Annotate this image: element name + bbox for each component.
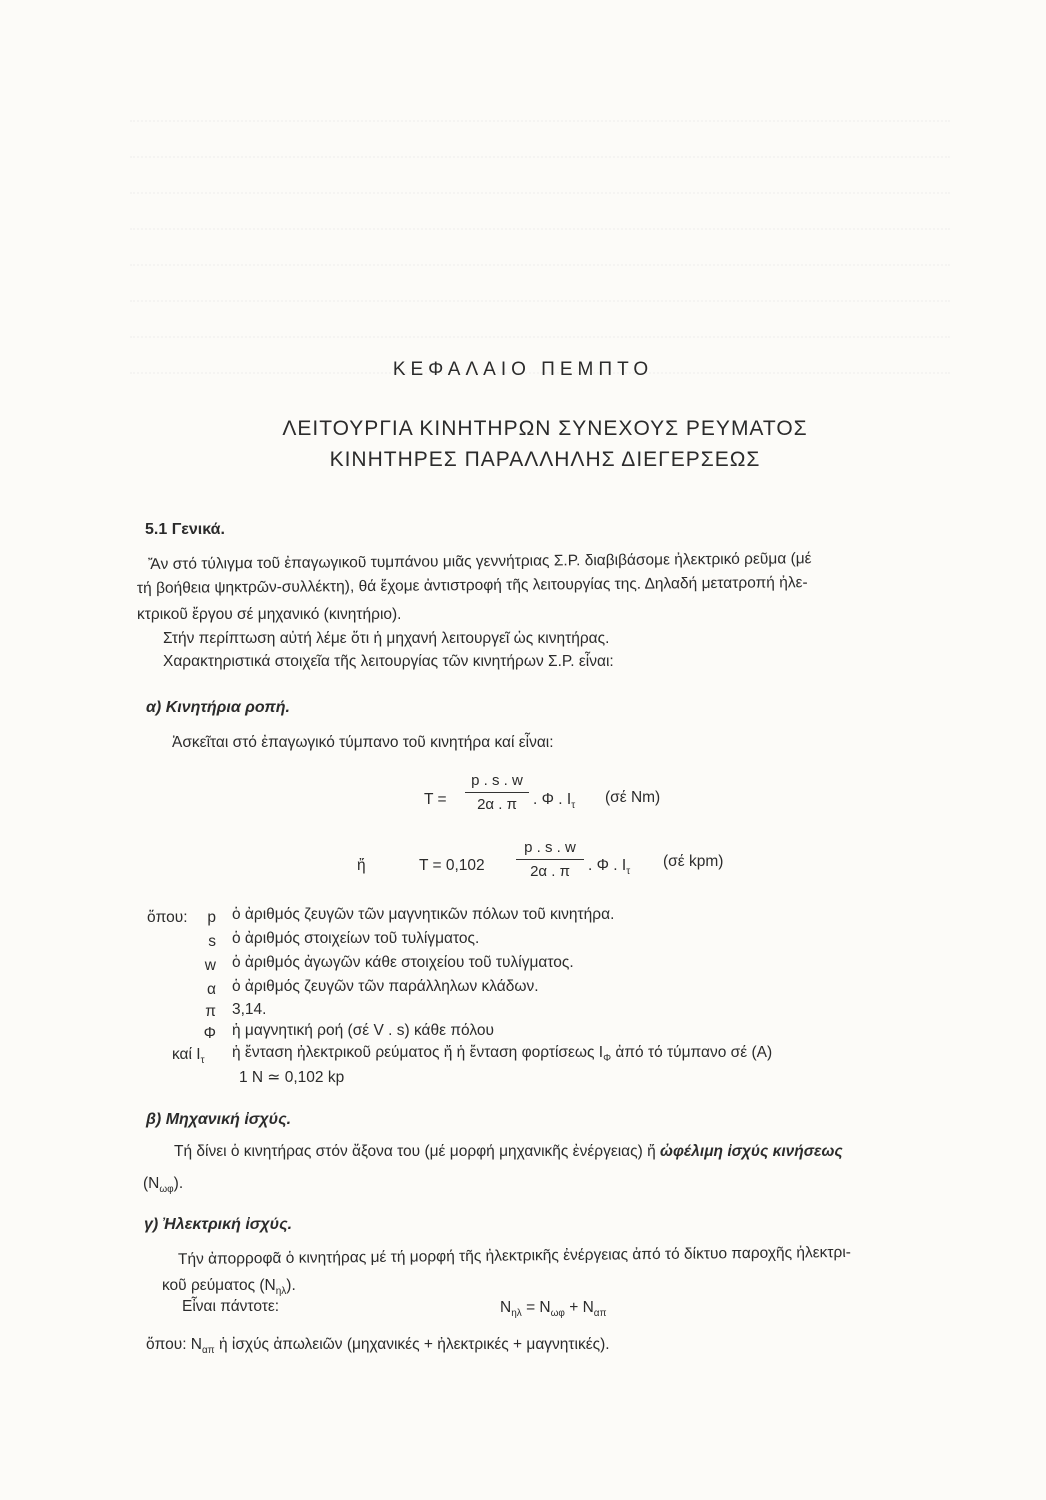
power-equation: $N_{\eta\lambda} = N_{\omega\varphi} + N_{\alpha\pi}$ xyxy=(500,1299,607,1320)
intro-line-1: Ἄν στό τύλιγμα τοῦ ἐπαγωγικοῦ τυμπάνου μιᾶς γεννήτριας Σ.Ρ. διαβιβάσομε ἠλεκτρικό ρεῦμα (μέ xyxy=(147,550,812,573)
formula1-rhs: . Φ . $I_\tau$ xyxy=(533,791,576,812)
def-symbol-current: καί $I_\tau$ xyxy=(172,1046,205,1067)
torque-text: Ἀσκεῖται στό ἐπαγωγικό τύμπανο τοῦ κινητήρα καί εἶναι: xyxy=(172,734,554,751)
chapter-title-line2: ΚΙΝΗΤΗΡΕΣ ΠΑΡΑΛΛΗΛΗΣ ΔΙΕΓΕΡΣΕΩΣ xyxy=(329,448,761,471)
def-symbol-phi: Φ xyxy=(203,1025,216,1042)
intro-line-3: κτρικοῦ ἔργου σέ μηχανικό (κινητήριο). xyxy=(137,606,402,623)
where-label: ὅπου: xyxy=(147,909,188,926)
formula1-numerator: p . s . w xyxy=(471,772,523,789)
heading-electrical-power: γ) Ἠλεκτρική ἰσχύς. xyxy=(144,1216,293,1233)
formula2-fraction-bar xyxy=(516,859,584,860)
mechanical-power-text: Τή δίνει ὁ κινητήρας στόν ἄξονα του (μέ μορφή μηχανικῆς ἐνέργειας) ἤ ὠφέλιμη ἰσχύς κινήσεως xyxy=(174,1143,843,1160)
always-label: Εἶναι πάντοτε: xyxy=(182,1298,280,1315)
intro-line-2: τή βοήθεια ψηκτρῶν-συλλέκτη), θά ἔχομε ἀντιστροφή τῆς λειτουργίας της. Δηλαδή μετατροπή ἠλε- xyxy=(136,574,808,597)
formula1-fraction-bar xyxy=(465,792,529,793)
formula1-unit: (σέ Nm) xyxy=(605,789,661,806)
formula2-or: ἤ xyxy=(357,857,366,874)
formula2-numerator: p . s . w xyxy=(524,839,576,856)
def-symbol-pi: π xyxy=(205,1003,216,1020)
formula1-lhs: T = xyxy=(424,791,447,808)
mechanical-power-symbol: $(N_{\omega\varphi})$. xyxy=(143,1175,184,1196)
electrical-power-line2: κοῦ ρεύματος $(N_{\eta\lambda})$. xyxy=(162,1277,296,1298)
def-symbol-w: w xyxy=(204,957,216,974)
def-symbol-p: p xyxy=(207,909,216,926)
def-text-current: ἡ ἔνταση ἠλεκτρικοῦ ρεύματος ἤ ἡ ἔνταση φορτίσεως $I_\Phi$ ἀπό τό τύμπανο σέ (A) xyxy=(232,1044,773,1065)
formula2-rhs: . Φ . $I_\tau$ xyxy=(588,857,631,878)
formula2-fraction xyxy=(516,839,584,880)
formula2-denominator: 2α . π xyxy=(530,863,570,880)
electrical-power-line1: Τήν ἀπορροφᾶ ὁ κινητήρας μέ τή μορφή τῆς ἠλεκτρικῆς ἐνέργειας ἀπό τό δίκτυο παροχῆς ἠλεκτρι- xyxy=(177,1243,852,1268)
formula1-denominator: 2α . π xyxy=(477,796,517,813)
formula2-unit: (σέ kpm) xyxy=(663,853,724,870)
def-text-pi: 3,14. xyxy=(232,1001,267,1018)
def-symbol-s: s xyxy=(208,933,216,950)
losses-definition: ὅπου: $N_{\alpha\pi}$ ἡ ἰσχύς ἀπωλειῶν (μηχανικές + ἠλεκτρικές + μαγνητικές). xyxy=(146,1336,610,1357)
formula2-lhs: T = 0,102 xyxy=(419,857,485,874)
def-text-p: ὁ ἀριθμός ζευγῶν τῶν μαγνητικῶν πόλων τοῦ κινητήρα. xyxy=(232,906,615,923)
chapter-title-line1: ΛΕΙΤΟΥΡΓΙΑ ΚΙΝΗΤΗΡΩΝ ΣΥΝΕΧΟΥΣ ΡΕΥΜΑΤΟΣ xyxy=(282,417,808,440)
def-text-w: ὁ ἀριθμός ἀγωγῶν κάθε στοιχείου τοῦ τυλίγματος. xyxy=(232,954,574,971)
formula1-fraction xyxy=(465,772,529,813)
intro-line-5: Χαρακτηριστικά στοιχεῖα τῆς λειτουργίας τῶν κινητήρων Σ.Ρ. εἶναι: xyxy=(163,653,614,670)
def-text-phi: ἡ μαγνητική ροή (σέ V . s) κάθε πόλου xyxy=(232,1022,494,1039)
def-text-s: ὁ ἀριθμός στοιχείων τοῦ τυλίγματος. xyxy=(232,930,480,947)
def-conversion: 1 N ≃ 0,102 kp xyxy=(239,1069,345,1086)
intro-line-4: Στήν περίπτωση αὐτή λέμε ὅτι ἡ μηχανή λειτουργεῖ ὡς κινητήρας. xyxy=(163,630,610,647)
def-symbol-alpha: α xyxy=(207,981,216,998)
heading-mechanical-power: β) Μηχανική ἰσχύς. xyxy=(146,1111,292,1128)
def-text-alpha: ὁ ἀριθμός ζευγῶν τῶν παράλληλων κλάδων. xyxy=(232,978,539,995)
section-heading: 5.1 Γενικά. xyxy=(145,521,225,538)
chapter-heading: ΚΕΦΑΛΑΙΟ ΠΕΜΠΤΟ xyxy=(392,359,654,380)
heading-torque: α) Κινητήρια ροπή. xyxy=(146,699,290,716)
